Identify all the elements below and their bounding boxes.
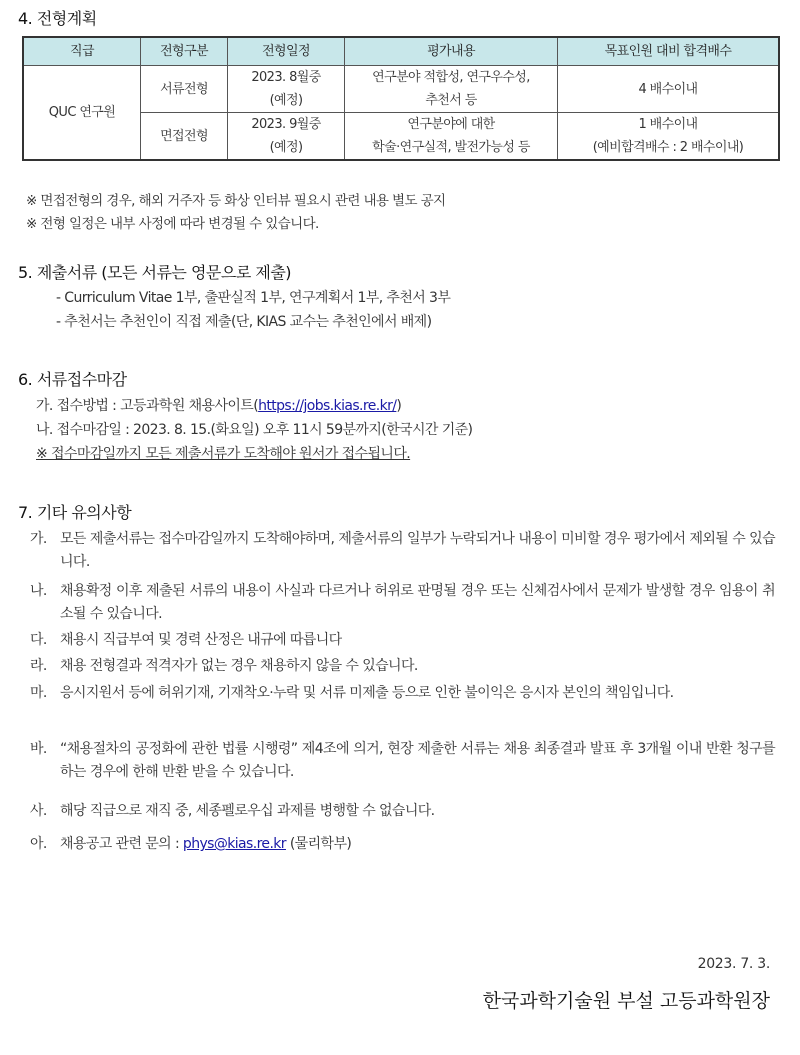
header-rank: 직급 [23, 37, 141, 66]
cell-schedule [228, 113, 345, 161]
section-4-title: 4. 전형계획 [18, 9, 97, 28]
item-marker: 마. [30, 685, 47, 701]
item-marker: 다. [30, 632, 47, 648]
content-line: 연구분야 적합성, 연구우수성, [372, 70, 530, 85]
item-marker: 가. [30, 531, 47, 547]
contact-department: (물리학부) [285, 836, 352, 852]
note-line: ※ 면접전형의 경우, 해외 거주자 등 화상 인터뷰 필요시 관련 내용 별도 공지 [26, 193, 446, 209]
submission-notice: ※ 접수마감일까지 모든 제출서류가 도착해야 원서가 접수됩니다. [36, 446, 411, 462]
table-row [23, 66, 779, 113]
submission-method [36, 395, 401, 415]
schedule-line: 2023. 8월중 [251, 70, 321, 85]
section-7-title: 7. 기타 유의사항 [18, 503, 132, 522]
list-item [30, 738, 775, 784]
contact-label: 채용공고 관련 문의 : [60, 836, 183, 852]
cell-schedule [228, 66, 345, 113]
header-type: 전형구분 [141, 37, 228, 66]
document-item: - Curriculum Vitae 1부, 출판실적 1부, 연구계획서 1부, 추천서 3부 [56, 290, 451, 306]
list-item [30, 682, 775, 705]
header-schedule: 전형일정 [228, 37, 345, 66]
content-line: 학술·연구실적, 발전가능성 등 [372, 140, 530, 155]
schedule-line: (예정) [269, 140, 303, 155]
signature: 한국과학기술원 부설 고등과학원장 [482, 990, 770, 1012]
selection-plan-table [22, 36, 780, 161]
list-item [30, 629, 775, 652]
cell-content [345, 66, 558, 113]
content-line: 추천서 등 [425, 93, 477, 108]
cell-type: 면접전형 [141, 113, 228, 161]
multiple-line: (예비합격배수 : 2 배수이내) [592, 140, 744, 155]
item-marker: 라. [30, 658, 47, 674]
content-line: 연구분야에 대한 [407, 117, 495, 132]
submission-deadline: 나. 접수마감일 : 2023. 8. 15.(화요일) 오후 11시 59분까지(한국시간 기준) [36, 422, 473, 438]
list-item [30, 580, 775, 626]
cell-multiple: 4 배수이내 [558, 66, 780, 113]
item-text: 모든 제출서류는 접수마감일까지 도착해야하며, 제출서류의 일부가 누락되거나 내용이 미비할 경우 평가에서 제외될 수 있습니다. [60, 531, 775, 570]
item-text: 응시지원서 등에 허위기재, 기재착오·누락 및 서류 미제출 등으로 인한 불이익은 응시자 본인의 책임입니다. [60, 685, 674, 701]
header-multiple: 목표인원 대비 합격배수 [558, 37, 780, 66]
section-5-title: 5. 제출서류 (모든 서류는 영문으로 제출) [18, 263, 292, 282]
cell-position: QUC 연구원 [23, 66, 141, 161]
contact-item [30, 833, 775, 856]
contact-text [30, 833, 775, 856]
list-item [30, 800, 775, 823]
announcement-date: 2023. 7. 3. [697, 956, 770, 972]
note-line: ※ 전형 일정은 내부 사정에 따라 변경될 수 있습니다. [26, 216, 319, 232]
multiple-line: 1 배수이내 [638, 117, 698, 132]
item-text: 채용시 직급부여 및 경력 산정은 내규에 따릅니다 [60, 632, 342, 648]
cell-multiple [558, 113, 780, 161]
table-header-row [23, 37, 779, 66]
cell-type: 서류전형 [141, 66, 228, 113]
submission-method-close: ) [396, 398, 402, 414]
item-marker: 바. [30, 741, 47, 757]
contact-email-link[interactable]: phys@kias.re.kr [182, 836, 286, 852]
item-text: 채용확정 이후 제출된 서류의 내용이 사실과 다르거나 허위로 판명될 경우 또는 신체검사에서 문제가 발생할 경우 임용이 취소될 수 있습니다. [60, 583, 775, 622]
document-item: - 추천서는 추천인이 직접 제출(단, KIAS 교수는 추천인에서 배제) [56, 314, 432, 330]
schedule-line: 2023. 9월중 [251, 117, 321, 132]
schedule-line: (예정) [269, 93, 303, 108]
list-item [30, 655, 775, 678]
item-text: “채용절차의 공정화에 관한 법률 시행령” 제4조에 의거, 현장 제출한 서류는 채용 최종결과 발표 후 3개월 이내 반환 청구를 하는 경우에 한해 반환 받을 수 있습니다. [60, 741, 775, 780]
item-text: 해당 직급으로 재직 중, 세종펠로우십 과제를 병행할 수 없습니다. [60, 803, 435, 819]
item-marker: 아. [30, 836, 47, 852]
item-marker: 나. [30, 583, 47, 599]
jobs-site-link[interactable]: https://jobs.kias.re.kr/ [258, 398, 397, 414]
section-6-title: 6. 서류접수마감 [18, 370, 127, 389]
item-text: 채용 전형결과 적격자가 없는 경우 채용하지 않을 수 있습니다. [60, 658, 418, 674]
list-item [30, 528, 775, 574]
header-content: 평가내용 [345, 37, 558, 66]
submission-method-label: 가. 접수방법 : 고등과학원 채용사이트( [36, 398, 259, 414]
item-marker: 사. [30, 803, 47, 819]
cell-content [345, 113, 558, 161]
